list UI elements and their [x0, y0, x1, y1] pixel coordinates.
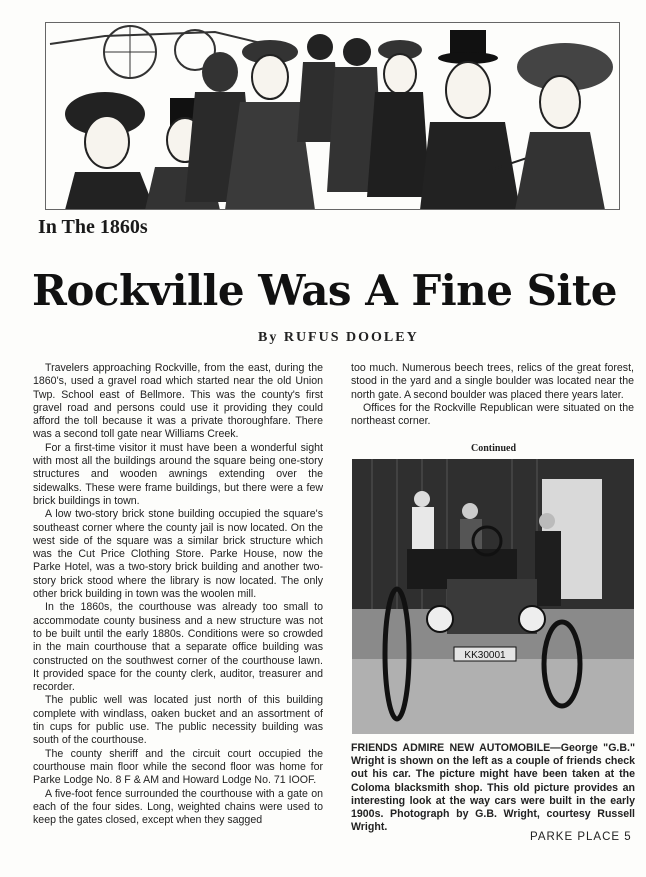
paragraph: Offices for the Rockville Republican were situated on the northeast corner. — [351, 401, 634, 428]
paragraph: In the 1860s, the courthouse was already too small to accommodate county business and a new structure was not to be built until the early 1880s. Conditions were so crowded in the main courthouse that a separate office building was constructed on the southwest corner of the courthouse lawn. It provided space for the county clerk, auditor, treasurer and recorder. — [33, 601, 323, 694]
paragraph: The county sheriff and the circuit court occupied the courthouse main floor while the second floor was home for Parke Lodge No. 8 F & AM and Howard Lodge No. 71 IOOF. — [33, 747, 323, 787]
paragraph: Travelers approaching Rockville, from the east, during the 1860's, used a gravel road which started near the old Union Twp. School east of Bellmore. This was the county's first gravel road and persons could use it providing they could afford the toll because it was a private thoroughfare. There was a second toll gate near Williams Creek. — [33, 362, 323, 441]
license-plate-text: KK30001 — [464, 650, 506, 661]
paragraph: too much. Numerous beech trees, relics of the great forest, stood in the yard and a single boulder was located near the north gate. A second boulder was placed there years later. — [351, 362, 634, 401]
page-footer: PARKE PLACE 5 — [530, 831, 632, 843]
article-byline: By RUFUS DOOLEY — [258, 330, 419, 345]
left-column — [33, 362, 323, 827]
paragraph: For a first-time visitor it must have been a wonderful sight with most all the buildings around the square being one-story structures and wooden awnings extending over the sidewalks. These were frame buildings, but there were a few brick buildings in town. — [33, 441, 323, 507]
section-kicker: In The 1860s — [38, 216, 148, 238]
paragraph: The public well was located just north of this building complete with windlass, oaken bucket and an assortment of tin cups for public use. The public necessity building was south of the courthouse. — [33, 694, 323, 747]
photo-caption: FRIENDS ADMIRE NEW AUTOMOBILE—George "G.B." Wright is shown on the left as a couple of friends check out his car. The picture might have been taken at the Coloma blacksmith shop. This old picture provides an interesting look at the way cars were built in the early 1900s. Photograph by G.B. Wright, courtesy Russell Wright. — [351, 742, 635, 834]
automobile-photo — [352, 459, 634, 734]
paragraph: A five-foot fence surrounded the courthouse with a gate on each of the four sides. Long, weighted chains were used to keep the gates closed, except when they sagged — [33, 787, 323, 827]
continued-label: Continued — [470, 443, 516, 454]
right-column — [351, 362, 634, 428]
article-headline: Rockville Was A Fine Site — [32, 266, 617, 315]
header-illustration — [45, 22, 620, 210]
paragraph: A low two-story brick stone building occupied the square's southeast corner where the county jail is now located. On the west side of the square was a similar brick structure which was the Cut Price Clothing Store. Parke House, now the Parke Hotel, was a two-story brick building and another two-story brick stood where the library is now located. The only other brick building in town was the woolen mill. — [33, 508, 323, 601]
